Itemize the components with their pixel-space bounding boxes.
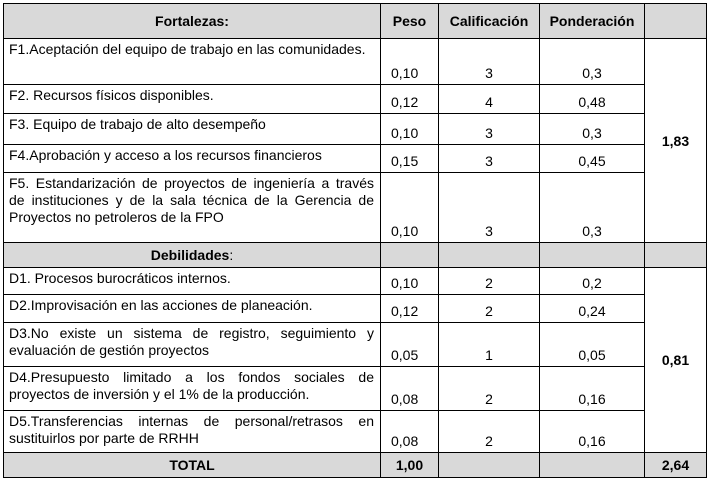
row-ponderacion: 0,24 — [540, 295, 645, 323]
row-ponderacion: 0,2 — [540, 268, 645, 295]
header-fortalezas: Fortalezas: — [4, 4, 381, 39]
row-ponderacion: 0,16 — [540, 367, 645, 411]
total-blank — [439, 453, 540, 478]
section-blank — [381, 243, 439, 268]
row-calificacion: 3 — [439, 114, 540, 145]
row-peso: 0,08 — [381, 367, 439, 411]
row-description: D1. Procesos burocráticos internos. — [4, 268, 381, 295]
row-calificacion: 4 — [439, 85, 540, 114]
fortalezas-subtotal: 1,83 — [645, 39, 707, 243]
row-calificacion: 2 — [439, 268, 540, 295]
section-colon: : — [229, 247, 234, 263]
row-calificacion: 2 — [439, 411, 540, 453]
row-calificacion: 3 — [439, 173, 540, 243]
table-row — [4, 39, 707, 85]
header-peso: Peso — [381, 4, 439, 39]
total-row — [4, 453, 707, 478]
section-title-debilidades — [4, 243, 381, 268]
table-row — [4, 411, 707, 453]
table-row — [4, 173, 707, 243]
table-row — [4, 268, 707, 295]
row-peso: 0,15 — [381, 145, 439, 173]
total-peso: 1,00 — [381, 453, 439, 478]
table-row — [4, 295, 707, 323]
row-ponderacion: 0,16 — [540, 411, 645, 453]
row-description: F2. Recursos físicos disponibles. — [4, 85, 381, 114]
row-ponderacion: 0,3 — [540, 173, 645, 243]
row-ponderacion: 0,45 — [540, 145, 645, 173]
efi-matrix-table — [3, 3, 707, 478]
row-calificacion: 3 — [439, 39, 540, 85]
section-label: Debilidades — [150, 247, 230, 263]
grand-total: 2,64 — [645, 453, 707, 478]
row-peso: 0,10 — [381, 39, 439, 85]
matrix-wrapper — [3, 3, 707, 478]
table-row — [4, 114, 707, 145]
row-description: D2.Improvisación en las acciones de planeación. — [4, 295, 381, 323]
row-ponderacion: 0,48 — [540, 85, 645, 114]
row-peso: 0,12 — [381, 85, 439, 114]
row-peso: 0,12 — [381, 295, 439, 323]
debilidades-subtotal: 0,81 — [645, 268, 707, 453]
total-label: TOTAL — [4, 453, 381, 478]
row-description: D4.Presupuesto limitado a los fondos sociales de proyectos de inversión y el 1% de la producción. — [4, 367, 381, 411]
section-blank — [439, 243, 540, 268]
header-blank — [645, 4, 707, 39]
row-description: D5.Transferencias internas de personal/retrasos en sustituirlos por parte de RRHH — [4, 411, 381, 453]
row-ponderacion: 0,05 — [540, 323, 645, 367]
row-ponderacion: 0,3 — [540, 114, 645, 145]
header-calificacion: Calificación — [439, 4, 540, 39]
row-calificacion: 2 — [439, 367, 540, 411]
row-calificacion: 3 — [439, 145, 540, 173]
row-description: F1.Aceptación del equipo de trabajo en las comunidades. — [4, 39, 381, 85]
row-peso: 0,10 — [381, 268, 439, 295]
row-peso: 0,10 — [381, 114, 439, 145]
row-peso: 0,10 — [381, 173, 439, 243]
row-description: F3. Equipo de trabajo de alto desempeño — [4, 114, 381, 145]
row-description: F5. Estandarización de proyectos de ingeniería a través de instituciones y de la sala técnica de la Gerencia de Proyectos no petroleros de la FPO — [4, 173, 381, 243]
header-row — [4, 4, 707, 39]
section-blank — [540, 243, 645, 268]
table-row — [4, 145, 707, 173]
row-calificacion: 2 — [439, 295, 540, 323]
row-peso: 0,05 — [381, 323, 439, 367]
section-row-debilidades — [4, 243, 707, 268]
table-row — [4, 323, 707, 367]
row-description: F4.Aprobación y acceso a los recursos financieros — [4, 145, 381, 173]
total-blank — [540, 453, 645, 478]
header-ponderacion: Ponderación — [540, 4, 645, 39]
section-blank — [645, 243, 707, 268]
row-description: D3.No existe un sistema de registro, seguimiento y evaluación de gestión proyectos — [4, 323, 381, 367]
row-ponderacion: 0,3 — [540, 39, 645, 85]
row-calificacion: 1 — [439, 323, 540, 367]
table-row — [4, 85, 707, 114]
table-row — [4, 367, 707, 411]
row-peso: 0,08 — [381, 411, 439, 453]
